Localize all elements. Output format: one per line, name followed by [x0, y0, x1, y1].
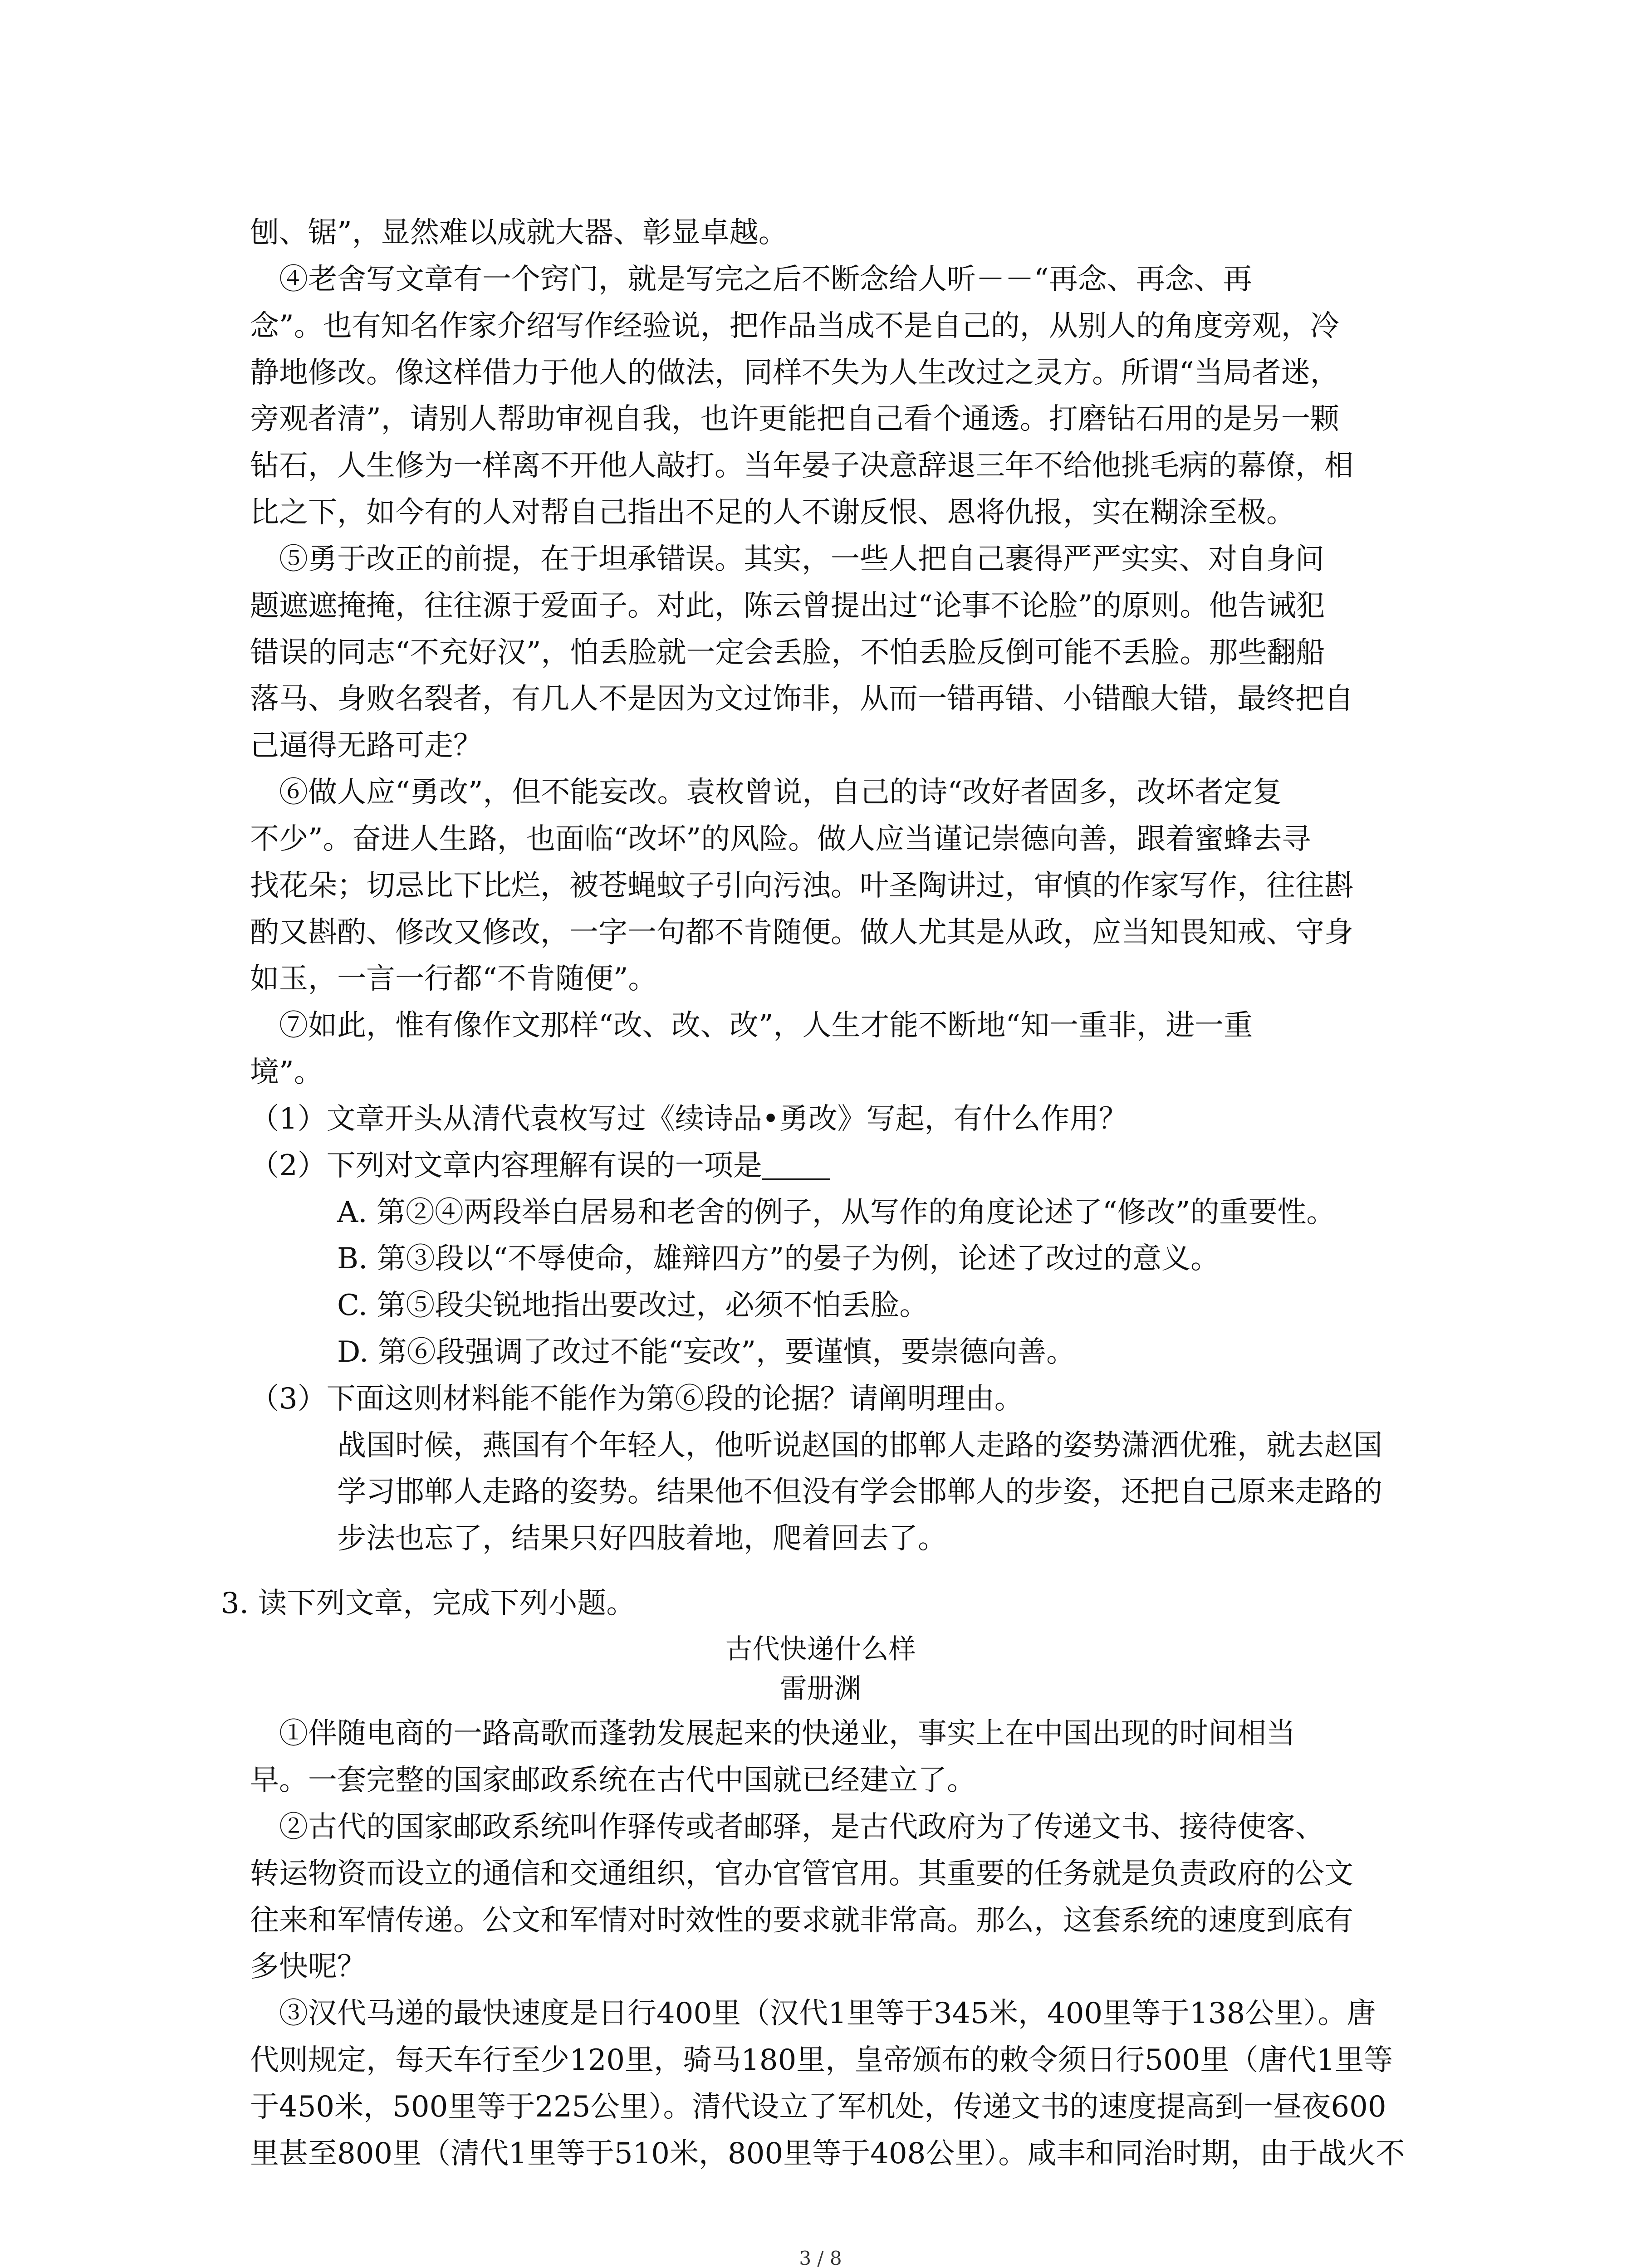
article-line: 如玉，一言一行都“不肯随便”。: [250, 962, 657, 996]
article-line: 刨、锯”，显然难以成就大器、彰显卓越。: [250, 216, 788, 249]
problem-3-prompt: 3. 读下列文章，完成下列小题。: [221, 1587, 636, 1620]
article-line: 找花朵；切忌比下比烂，被苍蝇蚊子引向污浊。叶圣陶讲过，审慎的作家写作，往往斟: [250, 869, 1353, 903]
article-2-line: ③汉代马递的最快速度是日行400里（汉代1里等于345米，400里等于138公里）。唐: [279, 1997, 1376, 2030]
article-line: 境”。: [250, 1056, 323, 1089]
q2-option-c: C. 第⑤段尖锐地指出要改过，必须不怕丢脸。: [337, 1289, 929, 1322]
q3-material-line: 学习邯郸人走路的姿势。结果他不但没有学会邯郸人的步姿，还把自己原来走路的: [337, 1475, 1382, 1509]
q3-material-line: 步法也忘了，结果只好四肢着地，爬着回去了。: [337, 1522, 947, 1555]
article-line: 钻石，人生修为一样离不开他人敲打。当年晏子决意辞退三年不给他挑毛病的幕僚，相: [250, 449, 1353, 483]
article-line: 静地修改。像这样借力于他人的做法，同样不失为人生改过之灵方。所谓“当局者迷，: [250, 356, 1339, 390]
article-line: 不少”。奋进人生路，也面临“改坏”的风险。做人应当谨记崇德向善，跟着蜜蜂去寻: [250, 822, 1311, 856]
q2-option-d: D. 第⑥段强调了改过不能“妄改”，要谨慎，要崇德向善。: [337, 1335, 1076, 1369]
article-line: 酌又斟酌、修改又修改，一字一句都不肯随便。做人尤其是从政，应当知畏知戒、守身: [250, 916, 1353, 949]
article-2-line: ①伴随电商的一路高歌而蓬勃发展起来的快递业，事实上在中国出现的时间相当: [279, 1717, 1295, 1750]
article-line: ④老舍写文章有一个窍门，就是写完之后不断念给人听－－“再念、再念、再: [279, 263, 1252, 296]
article-2-line: 多快呢？: [250, 1950, 366, 1984]
article-line: 错误的同志“不充好汉”，怕丢脸就一定会丢脸，不怕丢脸反倒可能不丢脸。那些翻船: [250, 636, 1325, 670]
article-line: 题遮遮掩掩，往往源于爱面子。对此，陈云曾提出过“论事不论脸”的原则。他告诫犯: [250, 589, 1325, 623]
article-line: ⑦如此，惟有像作文那样“改、改、改”，人生才能不断地“知一重非，进一重: [279, 1009, 1253, 1042]
q2-option-b: B. 第③段以“不辱使命，雄辩四方”的晏子为例，论述了改过的意义。: [337, 1242, 1220, 1276]
article-2-author: 雷册渊: [779, 1673, 862, 1705]
article-line: 旁观者清”，请别人帮助审视自我，也许更能把自己看个通透。打磨钻石用的是另一颗: [250, 402, 1339, 436]
article-line: ⑤勇于改正的前提，在于坦承错误。其实，一些人把自己裹得严严实实、对自身问: [279, 543, 1324, 576]
article-2-line: ②古代的国家邮政系统叫作驿传或者邮驿，是古代政府为了传递文书、接待使客、: [279, 1810, 1324, 1844]
question-2-text: （2）下列对文章内容理解有误的一项是: [250, 1149, 762, 1183]
answer-blank[interactable]: [762, 1152, 830, 1180]
page-number: 3 / 8: [799, 2247, 842, 2268]
q3-material-line: 战国时候，燕国有个年轻人，他听说赵国的邯郸人走路的姿势潇洒优雅，就去赵国: [337, 1429, 1382, 1462]
article-2-line: 转运物资而设立的通信和交通组织，官办官管官用。其重要的任务就是负责政府的公文: [250, 1857, 1353, 1891]
question-2: [250, 1149, 830, 1183]
article-line: 落马、身败名裂者，有几人不是因为文过饰非，从而一错再错、小错酿大错，最终把自: [250, 682, 1353, 716]
article-line: 己逼得无路可走？: [250, 729, 482, 763]
question-3: （3）下面这则材料能不能作为第⑥段的论据？请阐明理由。: [250, 1382, 1024, 1416]
article-2-line: 代则规定，每天车行至少120里，骑马180里，皇帝颁布的敕令须日行500里（唐代1里等: [250, 2043, 1393, 2077]
question-1: （1）文章开头从清代袁枚写过《续诗品•勇改》写起，有什么作用？: [250, 1102, 1128, 1136]
article-2-line: 里甚至800里（清代1里等于510米，800里等于408公里）。咸丰和同治时期，由于战火不: [250, 2137, 1405, 2170]
article-line: 念”。也有知名作家介绍写作经验说，把作品当成不是自己的，从别人的角度旁观，冷: [250, 309, 1339, 343]
article-2-title: 古代快递什么样: [725, 1633, 916, 1665]
article-2-line: 往来和军情传递。公文和军情对时效性的要求就非常高。那么，这套系统的速度到底有: [250, 1904, 1353, 1937]
article-2-line: 于450米，500里等于225公里）。清代设立了军机处，传递文书的速度提高到一昼夜600: [250, 2090, 1386, 2124]
article-line: ⑥做人应“勇改”，但不能妄改。袁枚曾说，自己的诗“改好者固多，改坏者定复: [279, 776, 1282, 809]
article-2-line: 早。一套完整的国家邮政系统在古代中国就已经建立了。: [250, 1764, 976, 1797]
q2-option-a: A. 第②④两段举白居易和老舍的例子，从写作的角度论述了“修改”的重要性。: [337, 1196, 1336, 1229]
article-line: 比之下，如今有的人对帮自己指出不足的人不谢反恨、恩将仇报，实在糊涂至极。: [250, 496, 1295, 529]
